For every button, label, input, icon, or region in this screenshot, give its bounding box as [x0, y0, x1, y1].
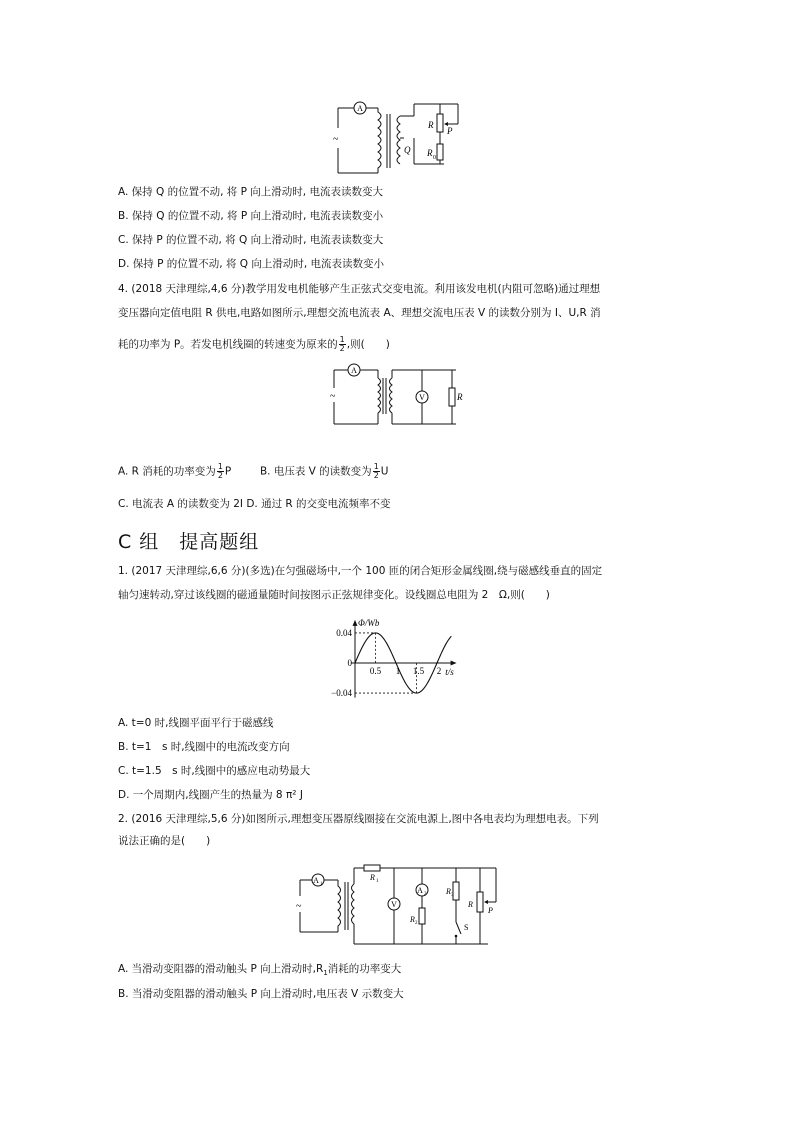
y-tick-label: 0.04	[336, 627, 352, 638]
c1-option-b: B. t=1 s 时,线圈中的电流改变方向	[118, 741, 290, 753]
svg-text:P: P	[488, 906, 493, 915]
y-axis-arrow	[353, 620, 358, 626]
resistor-r1-series-icon	[364, 865, 380, 871]
svg-text:R: R	[468, 900, 473, 909]
y-tick-label: 0	[347, 658, 352, 668]
q4-stem-line1: 4. (2018 天津理综,4,6 分)教学用发电机能够产生正弦式交变电流。利用该发电机(内阻可忽略)通过理想	[118, 283, 601, 295]
resistor-r0-icon	[437, 144, 443, 160]
ac-source-symbol: ~	[333, 134, 339, 145]
svg-text:2: 2	[415, 921, 418, 926]
q4-options-cd: C. 电流表 A 的读数变为 2I D. 通过 R 的交变电流频率不变	[118, 498, 391, 510]
c1-option-d: D. 一个周期内,线圈产生的热量为 8 π² J	[118, 789, 303, 801]
voltmeter-label: V	[419, 393, 425, 402]
svg-text:V: V	[391, 900, 397, 909]
q3-option-b: B. 保持 Q 的位置不动, 将 P 向上滑动时, 电流表读数变小	[118, 210, 384, 222]
x-axis-arrow	[451, 661, 457, 666]
q4-options-ab: A. R 消耗的功率变为 $\frac{1}{2}$ P B. 电压表 V 的读数变为 $\frac{1}{2}$ U	[118, 462, 389, 480]
svg-text:R: R	[446, 887, 451, 896]
c1-stem-line2: 轴匀速转动,穿过该线圈的磁通量随时间按图示正弦规律变化。设线圈总电阻为 2 Ω,则( )	[118, 589, 550, 601]
c2-option-a: A. 当滑动变阻器的滑动触头 P 向上滑动时$,R_1$消耗的功率变大	[118, 963, 402, 978]
c1-stem-line1: 1. (2017 天津理综,6,6 分)(多选)在匀强磁场中,一个 100 匝的闭合矩形金属线圈,绕与磁感线垂直的固定	[118, 565, 603, 577]
x-tick-label: 2	[436, 666, 442, 676]
section-heading: C 组 提高题组	[118, 531, 260, 553]
transformer-circuit-figure-q3	[330, 98, 480, 178]
label-q: Q	[404, 145, 411, 155]
svg-text:A: A	[417, 886, 423, 895]
ammeter-label: A	[351, 366, 357, 375]
ammeter-label: A	[357, 104, 363, 113]
svg-text:R: R	[370, 873, 375, 882]
svg-text:R: R	[410, 915, 415, 924]
c1-option-a: A. t=0 时,线圈平面平行于磁感线	[118, 717, 274, 729]
y-tick-label: −0.04	[331, 688, 352, 699]
label-p: P	[447, 126, 453, 136]
q4-stem-line3: 耗的功率为 P。若发电机线圈的转速变为原来的 $\frac{1}{2}$ ,则( )	[118, 335, 390, 353]
svg-text:2: 2	[424, 892, 427, 897]
x-tick-label: 1	[395, 666, 401, 676]
flux-time-chart	[322, 606, 472, 710]
label-r0: R	[427, 148, 433, 158]
x-axis-label: t/s	[445, 667, 454, 677]
svg-text:1: 1	[376, 879, 379, 884]
rheostat-icon	[477, 892, 483, 912]
label-r: R	[428, 120, 434, 130]
svg-text:A: A	[313, 876, 319, 885]
switch-icon	[456, 922, 461, 934]
resistor-r2-icon	[419, 908, 425, 924]
c2-stem-line2: 说法正确的是( )	[118, 835, 211, 847]
x-tick-label: 0.5	[369, 666, 382, 676]
fraction-half: $\frac{1}{2}$	[339, 335, 345, 353]
y-axis-label: Φ/Wb	[358, 617, 380, 628]
transformer-circuit-figure-q4	[330, 364, 470, 428]
q3-option-c: C. 保持 P 的位置不动, 将 Q 向上滑动时, 电流表读数变大	[118, 234, 384, 246]
resistor-icon	[449, 388, 455, 406]
q3-option-a: A. 保持 Q 的位置不动, 将 P 向上滑动时, 电流表读数变大	[118, 186, 383, 198]
ac-source-symbol: ~	[330, 391, 336, 402]
c2-stem-line1: 2. (2016 天津理综,5,6 分)如图所示,理想变压器原线圈接在交流电源上,图中各电表均为理想电表。下列	[118, 813, 599, 825]
svg-text:1: 1	[320, 882, 323, 887]
q4-stem-line2: 变压器向定值电阻 R 供电,电路如图所示,理想交流电流表 A、理想交流电压表 V 的读数分别为 I、U,R 消	[118, 307, 601, 319]
resistor-r3-icon	[453, 882, 459, 900]
svg-text:3: 3	[451, 893, 454, 898]
svg-text:S: S	[464, 923, 469, 932]
resistor-r-icon	[437, 114, 443, 132]
transformer-circuit-figure-c2	[290, 862, 500, 948]
q3-option-d: D. 保持 P 的位置不动, 将 Q 向上滑动时, 电流表读数变小	[118, 258, 385, 270]
resistor-label: R	[457, 392, 463, 402]
c2-option-b: B. 当滑动变阻器的滑动触头 P 向上滑动时,电压表 V 示数变大	[118, 988, 404, 1000]
x-tick-label: 1.5	[412, 666, 425, 676]
label-r0-sub: 0	[433, 155, 436, 161]
c1-option-c: C. t=1.5 s 时,线圈中的感应电动势最大	[118, 765, 311, 777]
svg-text:~: ~	[296, 901, 302, 912]
